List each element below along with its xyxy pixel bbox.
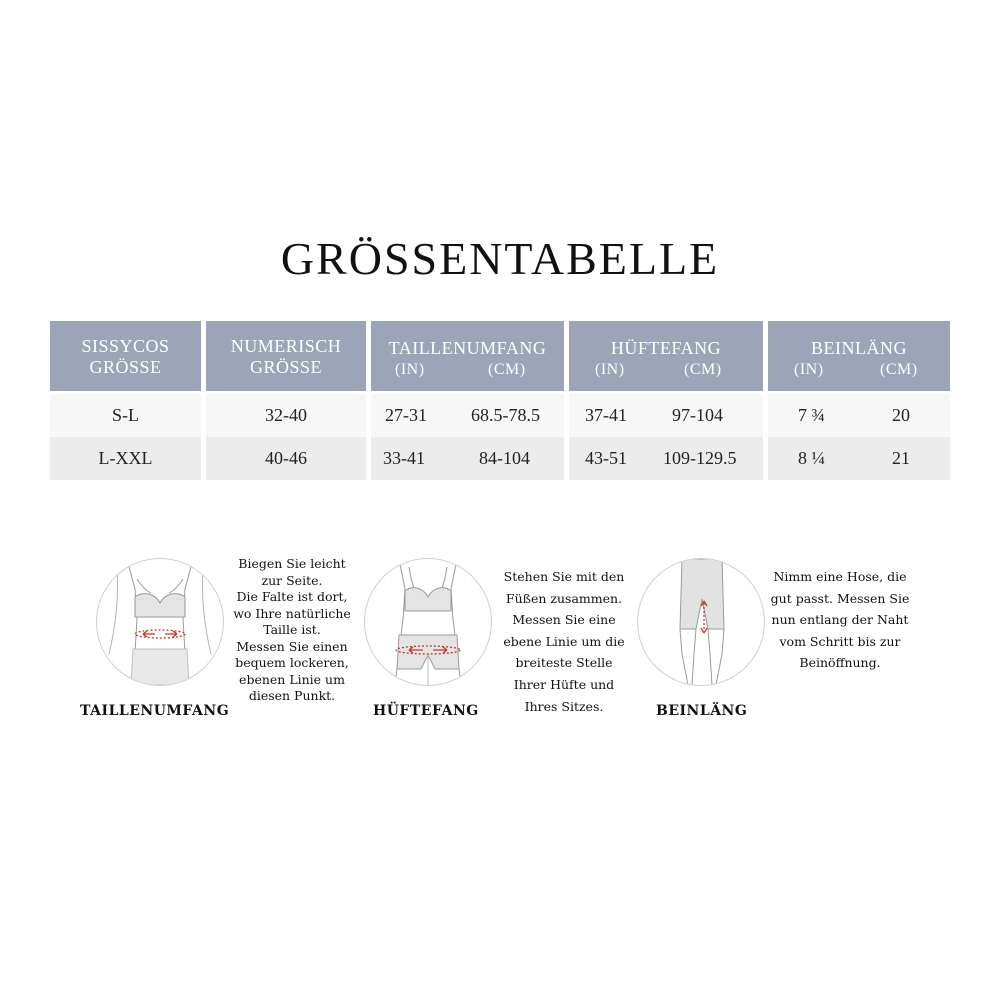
leg-label: BEINLÄNG [656,703,748,719]
waist-label: TAILLENUMFANG [80,703,230,719]
instruction-line: Stehen Sie mit den [503,569,625,584]
instruction-line: Taille ist. [263,622,321,637]
table-cell: L-XXL [98,448,153,468]
page-title: GRÖSSENTABELLE [280,233,720,284]
header-leg-cm: (CM) [880,361,918,378]
table-row-1-leg-cell [768,394,950,437]
table-row-2-waist-cell [371,437,564,480]
table-row-2-leg-cell [768,437,950,480]
table-cell: 109-129.5 [663,448,737,468]
table-cell: 84-104 [479,448,530,468]
table-row-2-size-cell [50,437,201,480]
instruction-line: nun entlang der Naht [771,612,909,628]
instruction-line: Füßen zusammen. [505,590,623,606]
table-row-2-hip-cell [569,437,763,480]
instruction-line: Nimm eine Hose, die [773,569,907,584]
leg-measure-illustration [637,558,765,686]
instruction-line: gut passt. Messen Sie [770,590,910,606]
table-cell: 7 ¾ [798,405,825,425]
table-cell: 40-46 [265,448,307,468]
waist-instructions [224,556,360,705]
header-hip-cm: (CM) [684,361,722,378]
table-cell: 32-40 [265,405,307,425]
waist-measure-illustration [96,558,224,686]
table-row-2-numeric-cell [206,437,366,480]
table-row-1-waist-cell [371,394,564,437]
hip-label: HÜFTEFANG [373,703,479,719]
table-cell: 27-31 [385,405,427,425]
table-cell: S-L [112,405,139,425]
instruction-line: Biegen Sie leicht [238,556,346,571]
instruction-line: Ihres Sitzes. [524,698,604,714]
instruction-line: wo Ihre natürliche [233,605,351,621]
hip-instructions [496,566,632,717]
header-size-line1: SISSYCOS [81,336,170,356]
instruction-line: vom Schritt bis zur [779,633,901,649]
header-waist-cm: (CM) [488,361,526,378]
table-row-1-hip-cell [569,394,763,437]
table-cell: 37-41 [585,405,627,425]
instruction-line: ebenen Linie um [239,671,345,687]
header-hip-label: HÜFTEFANG [610,338,722,358]
table-row-1-numeric-cell [206,394,366,437]
table-cell: 8 ¼ [798,448,825,468]
table-cell: 20 [892,405,910,425]
header-leg [768,321,950,391]
table-cell: 33-41 [383,448,425,468]
instruction-line: breiteste Stelle [515,655,613,671]
header-numeric-line2: GRÖSSE [249,357,323,377]
header-size [50,321,201,391]
header-leg-label: BEINLÄNG [811,338,907,358]
header-leg-in: (IN) [794,361,824,378]
header-waist [371,321,564,391]
instruction-line: Die Falte ist dort, [236,589,348,604]
waist-figure-icon [97,559,223,685]
instruction-line: diesen Punkt. [248,688,336,703]
hip-measure-illustration [364,558,492,686]
instruction-line: ebene Linie um die [503,633,625,649]
header-hip-in: (IN) [595,361,625,378]
instruction-line: Messen Sie eine [512,612,616,628]
header-numeric-line1: NUMERISCH [230,336,342,356]
leg-figure-icon [638,559,764,685]
table-cell: 21 [892,448,910,468]
hip-figure-icon [365,559,491,685]
header-waist-in: (IN) [395,361,425,378]
instruction-line: Ihrer Hüfte und [513,676,615,692]
leg-instructions [764,566,916,674]
instruction-line: Beinöffnung. [799,655,881,671]
table-cell: 43-51 [585,448,627,468]
header-hip [569,321,763,391]
header-size-line2: GRÖSSE [89,357,162,377]
instruction-line: Messen Sie einen [236,638,348,654]
instruction-line: zur Seite. [261,572,323,588]
table-cell: 68.5-78.5 [471,405,540,425]
table-cell: 97-104 [672,405,723,425]
header-numeric [206,321,366,391]
header-waist-label: TAILLENUMFANG [388,338,547,358]
table-row-1-size-cell [50,394,201,437]
instruction-line: bequem lockeren, [235,655,349,670]
